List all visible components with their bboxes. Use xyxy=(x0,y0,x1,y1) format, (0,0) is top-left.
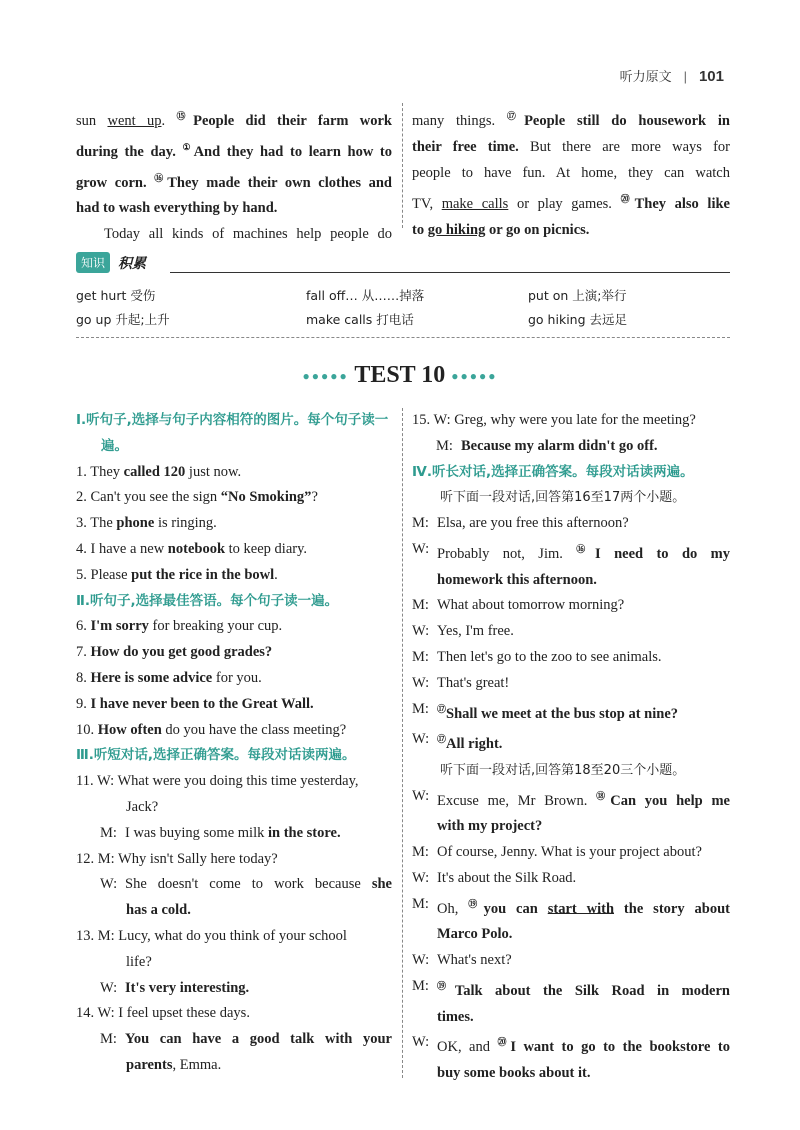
dialogue-line: W: It's about the Silk Road. xyxy=(412,869,577,886)
instruction: 听下面一段对话,回答第16至17两个小题。 xyxy=(440,490,686,506)
dialogue-line: M: I was buying some milk in the store. xyxy=(100,824,341,841)
dialogue-line: 14. W: I feel upset these days. xyxy=(76,1005,250,1022)
dialogue-line: M: Of course, Jenny. What is your project about? xyxy=(412,844,702,861)
question-item: 1. They called 120 just now. xyxy=(76,463,242,480)
dialogue-line: 11. W: What were you doing this time yesterday, xyxy=(76,773,359,790)
phrase-item: go hiking 去远足 xyxy=(528,312,627,327)
dialogue-line: M: ⑰Shall we meet at the bus stop at nine? xyxy=(412,700,679,722)
passage-line: many things. ⑰People still do housework in xyxy=(412,111,730,129)
dialogue-line: M: Oh, ⑲you can start with the story about xyxy=(412,895,730,917)
section-heading: Ⅱ.听句子,选择最佳答语。每个句子读一遍。 xyxy=(76,592,339,609)
dialogue-line: W: It's very interesting. xyxy=(100,979,250,996)
knowledge-bottom-rule xyxy=(76,337,730,338)
passage-line: during the day. ①And they had to learn how to xyxy=(76,141,393,160)
dialogue-line: M: Then let's go to the zoo to see animals. xyxy=(412,649,662,665)
passage-left xyxy=(76,103,392,247)
dialogue-line: W: ⑰All right. xyxy=(412,731,503,753)
passage-line: their free time. But there are more ways for xyxy=(412,138,730,155)
passage-line: TV, make calls or play games. ⑳They also like xyxy=(412,193,730,212)
dialogue-line: W: Probably not, Jim. ⑯I need to do my xyxy=(412,540,730,562)
dialogue-line: Jack? xyxy=(126,798,159,815)
knowledge-title: 积累 xyxy=(118,256,147,272)
page-header xyxy=(620,66,724,85)
test-title: ●●●●● TEST 10 ●●●●● xyxy=(302,362,498,388)
dialogue-line: times. xyxy=(437,1008,474,1025)
dialogue-line: M: You can have a good talk with your xyxy=(100,1031,392,1048)
dialogue-line: 13. M: Lucy, what do you think of your school xyxy=(76,927,347,944)
passage-right xyxy=(412,103,730,243)
page-number: 101 xyxy=(698,68,724,85)
column-divider-top xyxy=(402,103,403,228)
decor-dots-left: ●●●●● xyxy=(302,368,349,383)
question-item: 6. I'm sorry for breaking your cup. xyxy=(76,618,283,635)
dialogue-line: W: What's next? xyxy=(412,952,512,969)
dialogue-line: W: That's great! xyxy=(412,674,510,691)
right-column xyxy=(412,408,730,1087)
passage-line: sun went up. ⑮People did their farm work xyxy=(76,111,392,129)
dialogue-line: W: Yes, I'm free. xyxy=(412,623,514,640)
phrase-item: put on 上演;举行 xyxy=(528,288,627,303)
question-item: 2. Can't you see the sign “No Smoking”? xyxy=(76,489,318,506)
dialogue-line: 12. M: Why isn't Sally here today? xyxy=(76,850,278,867)
knowledge-rule xyxy=(170,272,730,273)
decor-dots-right: ●●●●● xyxy=(451,368,498,383)
dialogue-line: M: ⑲Talk about the Silk Road in modern xyxy=(412,977,730,999)
section-heading: Ⅲ.听短对话,选择正确答案。每段对话读两遍。 xyxy=(76,747,356,764)
knowledge-row xyxy=(76,284,730,308)
column-divider-main xyxy=(402,408,403,1078)
dialogue-line: W: She doesn't come to work because she xyxy=(100,876,392,893)
question-item: 9. I have never been to the Great Wall. xyxy=(76,695,314,712)
knowledge-list xyxy=(76,284,730,332)
phrase-item: get hurt 受伤 xyxy=(76,288,156,303)
passage-line: had to wash everything by hand. xyxy=(76,200,278,217)
left-column xyxy=(76,408,392,1079)
question-item: 8. Here is some advice for you. xyxy=(76,669,262,686)
question-item: 4. I have a new notebook to keep diary. xyxy=(76,540,308,557)
section-heading: Ⅳ.听长对话,选择正确答案。每段对话读两遍。 xyxy=(412,463,694,480)
dialogue-line: with my project? xyxy=(437,818,543,835)
knowledge-row xyxy=(76,308,730,332)
question-item: 7. How do you get good grades? xyxy=(76,644,273,661)
knowledge-badge: 知识 xyxy=(76,252,110,273)
instruction: 听下面一段对话,回答第18至20三个小题。 xyxy=(440,762,686,778)
dialogue-line: has a cold. xyxy=(126,902,191,919)
question-item: 10. How often do you have the class meeting? xyxy=(76,721,347,738)
phrase-item: go up 升起;上升 xyxy=(76,312,170,327)
dialogue-line: M: What about tomorrow morning? xyxy=(412,597,625,614)
question-item: 3. The phone is ringing. xyxy=(76,515,217,532)
question-item: 5. Please put the rice in the bowl. xyxy=(76,566,278,583)
passage-line: Today all kinds of machines help people do xyxy=(104,226,392,243)
dialogue-line: 15. W: Greg, why were you late for the meeting? xyxy=(412,412,696,428)
dialogue-line: parents, Emma. xyxy=(126,1056,222,1073)
passage-line: grow corn. ⑯They made their own clothes and xyxy=(76,172,392,191)
knowledge-heading xyxy=(76,252,146,273)
passage-line: to go hiking or go on picnics. xyxy=(412,221,590,238)
phrase-item: fall off… 从……掉落 xyxy=(306,288,425,303)
dialogue-line: homework this afternoon. xyxy=(437,571,597,588)
dialogue-line: life? xyxy=(126,953,152,970)
section-heading: Ⅰ.听句子,选择与句子内容相符的图片。每个句子读一遍。 xyxy=(76,412,389,454)
header-separator: | xyxy=(683,69,687,84)
dialogue-line: Marco Polo. xyxy=(437,926,513,943)
dialogue-line: buy some books about it. xyxy=(437,1064,591,1081)
passage-line: people to have fun. At home, they can watch xyxy=(412,164,730,181)
dialogue-line: M: Elsa, are you free this afternoon? xyxy=(412,515,629,532)
dialogue-line: M: Because my alarm didn't go off. xyxy=(436,437,658,454)
section-name: 听力原文 xyxy=(619,69,672,84)
dialogue-line: W: OK, and ⑳I want to go to the bookstore to xyxy=(412,1034,730,1056)
dialogue-line: W: Excuse me, Mr Brown. ⑱Can you help me xyxy=(412,787,730,809)
phrase-item: make calls 打电话 xyxy=(306,312,414,327)
